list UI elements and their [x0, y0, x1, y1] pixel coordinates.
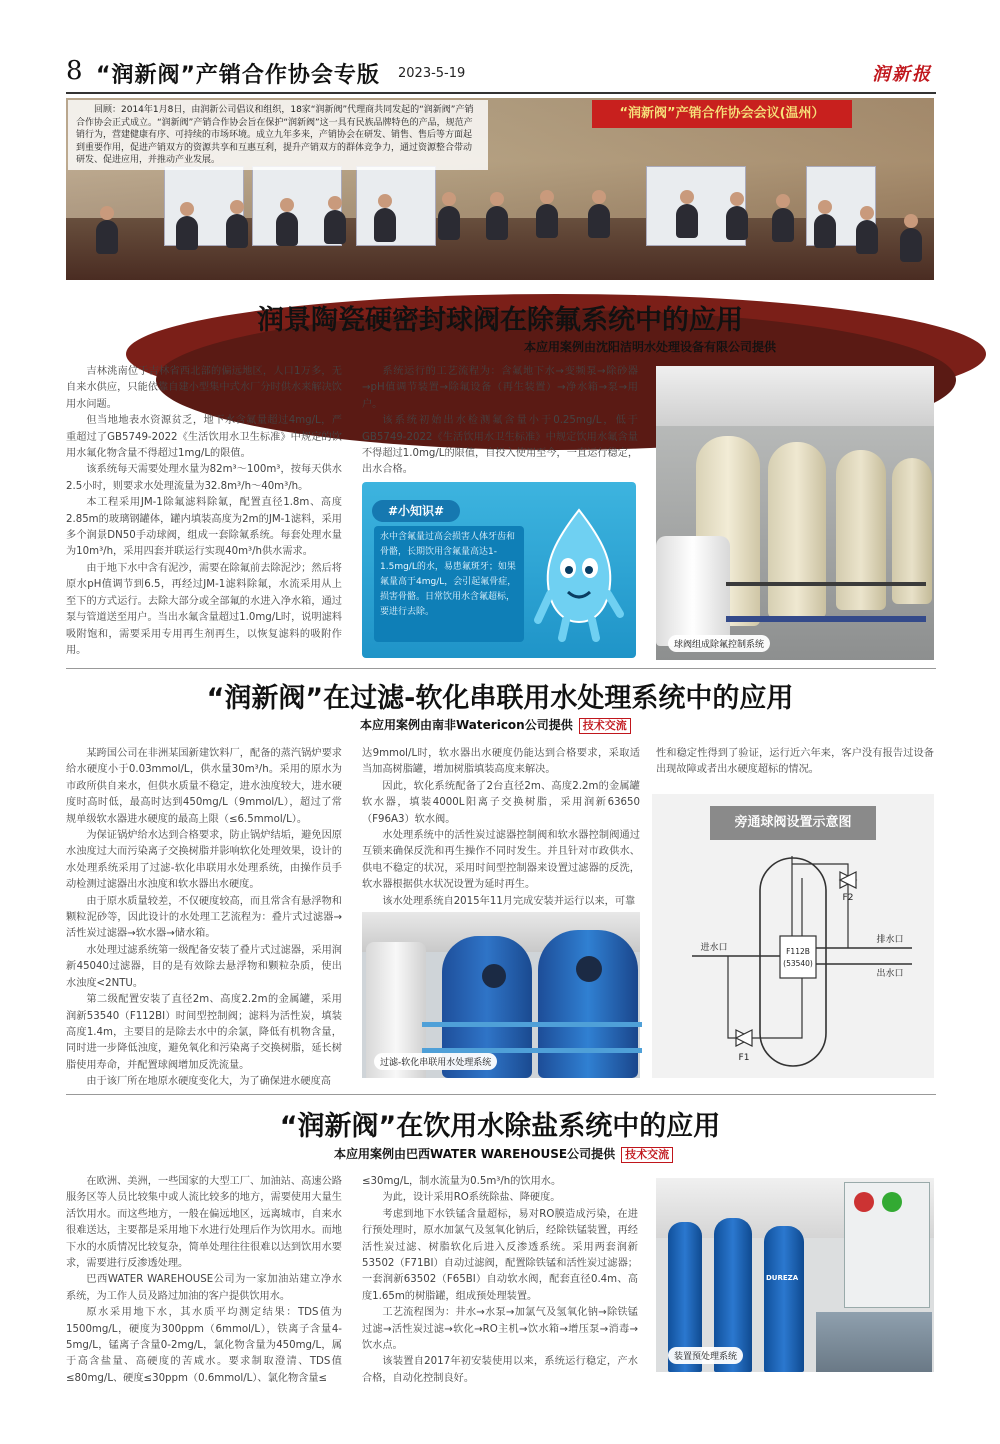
valve-model-label: F112B: [786, 947, 810, 956]
paragraph: 由于原水质量较差，不仅硬度较高，而且常含有悬浮物和颗粒泥砂等，因此设计的水处理工艺流程为：叠片式过滤器→活性炭过滤器→软水器→储水箱。: [66, 895, 342, 940]
inlet-label: 进水口: [700, 943, 728, 953]
paragraph: 该系统初始出水检测氟含量小于0.25mg/L，低于GB5749-2022《生活饮用水卫生标准》中规定饮用水氟含量不得超过1.0mg/L的限值，自投入使用至今，一直运行稳定，出水合格。: [362, 415, 639, 476]
article3-column-1: [66, 1174, 342, 1410]
paragraph: 某跨国公司在非洲某国新建饮料厂，配备的蒸汽锅炉要求给水硬度小于0.03mmol/L，供水量30m³/h。采用的原水为市政所供自来水，但供水质量不稳定，进水浊度较大，进水硬度时高时低，最高时达到450mg/L（9mmol/L），超过了常规单级软水器进水硬度的最高上限（≤6.5mmol/L）。: [66, 748, 342, 825]
paragraph: 由于地下水中含有泥沙，需要在除氟前去除泥沙；然后将原水pH值调节到6.5，再经过JM-1滤料除氟，水流采用从上至下的方式运行。去除大部分或全部氟的水进入净水箱，通过泵与管道送至用户。当出水氟含量超过1.0mg/L时，说明滤料吸附饱和，需要采用专用再生剂再生，以恢复滤料的吸附作用。: [66, 562, 343, 656]
paragraph: 水处理过滤系统第一级配备安装了叠片式过滤器，采用润新45040过滤器，目的是有效除去悬浮物和颗粒杂质，使出水浊度<2NTU。: [66, 944, 342, 989]
paragraph: 但当地地表水资源贫乏，地下水含氟量超过4mg/L，严重超过了GB5749-2022《生活饮用水卫生标准》中规定的饮用水氟化物含量不得超过1mg/L的限值。: [66, 415, 342, 460]
drain-label: 排水口: [876, 935, 904, 945]
issue-date: 2023-5-19: [398, 66, 466, 81]
paragraph: 达9mmol/L时，软水器出水硬度仍能达到合格要求，采取适当加高树脂罐，增加树脂填装高度来解决。: [362, 748, 640, 776]
paragraph: 为保证锅炉给水达到合格要求，防止锅炉结垢，避免因原水浊度过大而污染离子交换树脂并影响软化处理效果，设计的水处理系统采用了过滤-软化串联用水处理系统，由操作员手动检测过滤器出水浊度和软水器出水硬度。: [66, 830, 342, 891]
article2-title: “润新阀”在过滤-软化串联用水处理系统中的应用: [206, 683, 794, 714]
paragraph: 该水处理系统自2015年11月完成安装并运行以来，可靠: [382, 895, 636, 907]
paragraph: 吉林洮南位于吉林省西北部的偏远地区，人口1万多，无自来水供应，只能依靠自建小型集中式水厂分时供水来解决饮用水问题。: [66, 366, 342, 410]
paragraph: 性和稳定性得到了验证，运行近六年来，客户没有报告过设备出现故障或者出水硬度超标的情况。: [656, 748, 934, 776]
bypass-valve-diagram: [652, 794, 934, 1078]
association-intro: 回顾：2014年1月8日，由润新公司倡议和组织，18家“润新阀”代理商共同发起的“润新阀”产销合作协会正式成立。“润新阀”产销合作协会旨在保护“润新阀”这一具有民族品牌特色的产品，规范产销行为，营建健康有序、可持续的市场环境。成立九年多来，产销协会在研发、销售、售后等方面起到重要作用，促进产销双方的资源共享和互惠互利，提升产销双方的群体竞争力，通过资源整合带动研发、促进应用，并推动产业发展。: [68, 100, 488, 170]
paragraph: 在欧洲、美洲，一些国家的大型工厂、加油站、高速公路服务区等人员比较集中或人流比较多的地方，需要使用大量生活饮用水。而这些地方，一般在偏远地区，远离城市，自来水很难送达，主要都是采用地下水进行处理后作为饮用水。而地下水的水质情况比较复杂，简单处理往往很难以达到饮用水要求，需要进行反渗透处理。: [66, 1176, 342, 1270]
section-divider: [66, 668, 936, 669]
outlet-label: 出水口: [876, 969, 904, 979]
article2-subtitle-row: [360, 716, 631, 734]
tank-label: DUREZA: [766, 1274, 799, 1282]
valve-code-label: (53540): [783, 959, 813, 968]
display-board: [356, 166, 436, 246]
paragraph: 水处理系统中的活性炭过滤器控制阀和软水器控制阀通过互锁来确保反洗和再生操作不同时发生。并且针对市政供水、供电不稳定的状况，采用时间型控制器来设置过滤器的反洗，软水器根据供水状况设置为延时再生。: [362, 830, 640, 891]
article2-column-2: [362, 746, 640, 908]
article1-title: 润景陶瓷硬密封球阀在除氟系统中的应用: [257, 305, 743, 336]
article3-title: “润新阀”在饮用水除盐系统中的应用: [279, 1111, 721, 1142]
paragraph: 该系统每天需要处理水量为82m³～100m³，按每天供水2.5小时，则要求水处理流量为32.8m³/h～40m³/h。: [66, 464, 342, 492]
section-title: “润新阀”产销合作协会专版: [96, 63, 380, 88]
tech-exchange-tag: 技术交流: [621, 1147, 673, 1163]
paragraph: 原水采用地下水，其水质平均测定结果：TDS值为1500mg/L，硬度为300ppm（6mmol/L），铁离子含量4-5mg/L，锰离子含量0-2mg/L，氯化物含量为450mg/L，属于高含盐量、高硬度的苦咸水。要求制取澄清、TDS值≤80mg/L、硬度≤30ppm（0.6mmol/L）、氯化物含量≤: [66, 1307, 342, 1384]
diagram-title: 旁通球阀设置示意图: [710, 806, 876, 840]
article3-subtitle: 本应用案例由巴西WATER WAREHOUSE公司提供: [334, 1147, 616, 1161]
water-drop-mascot-icon: [534, 502, 624, 642]
photo-caption: 过滤-软化串联用水处理系统: [374, 1053, 497, 1070]
bypass-schematic: [652, 794, 934, 1078]
article3-subtitle-row: [334, 1145, 673, 1163]
article3-column-2: [362, 1174, 638, 1410]
valve-f2-label: F2: [842, 893, 854, 903]
knowledge-text: 水中含氟量过高会损害人体牙齿和骨骼，长期饮用含氟量高达1-1.5mg/L的水，易患氟斑牙；如果氟量高于4mg/L，会引起氟骨症，损害骨骼。日常饮用水含氟超标，要进行去除。: [374, 526, 524, 642]
section-divider: [66, 1094, 936, 1095]
defluoridation-photo: [656, 366, 934, 660]
paragraph: 该装置自2017年初安装使用以来，系统运行稳定，产水合格，自动化控制良好。: [362, 1356, 638, 1384]
article2-column-1: [66, 746, 342, 1088]
paragraph: 本工程采用JM-1除氟滤料除氟，配置直径1.8m、高度2.85m的玻璃钢罐体，罐内填装高度为2m的JM-1滤料，采用多个润景DN50手动球阀，组成一套除氟系统。每套处理水量为10m³/h，采用四套并联运行实现40m³/h供水需求。: [66, 497, 342, 558]
article1-subtitle: 本应用案例由沈阳洁明水处理设备有限公司提供: [523, 340, 776, 354]
header-rule: [66, 92, 936, 94]
meeting-photo: [66, 98, 934, 280]
paragraph: 考虑到地下水铁锰含量超标，易对RO膜造成污染，在进行预处理时，原水加氯气及氢氧化钠后，经除铁锰装置，再经活性炭过滤、树脂软化后进入反渗透系统。采用两套润新53502（F71BI）自动过滤阀，配置除铁锰和活性炭过滤器；一套润新63502（F65BI）自动软水阀，配套直径0.4m、高度1.65m的树脂罐，组成预处理装置。: [362, 1208, 638, 1302]
filtration-softening-photo: [362, 912, 640, 1078]
paragraph: 工艺流程图为：井水→水泵→加氯气及氢氧化钠→除铁锰过滤→活性炭过滤→软化→RO主机→饮水箱→增压泵→消毒→饮水点。: [362, 1307, 638, 1352]
valve-f1-label: F1: [738, 1053, 750, 1063]
knowledge-title: #小知识#: [372, 500, 460, 522]
pretreatment-photo: [656, 1178, 934, 1372]
paragraph: ≤30mg/L，制水流量为0.5m³/h的饮用水。: [362, 1176, 562, 1187]
article2-subtitle: 本应用案例由南非Watericon公司提供: [360, 718, 573, 732]
paragraph: 为此，设计采用RO系统除盐、降硬度。: [382, 1192, 561, 1204]
paragraph: 第二级配置安装了直径2m、高度2.2m的金属罐，采用润新53540（F112BI）时间型控制阀；滤料为活性炭，填装高度1.4m，主要目的是除去水中的余氯，降低有机物含量，同时进一步降低浊度，避免氧化和污染离子交换树脂，延长树脂使用寿命，并配置球阀增加反洗流量。: [66, 994, 342, 1071]
article1-column-1: [66, 364, 342, 656]
newspaper-logo: 润新报: [872, 64, 932, 85]
page-number: 8: [66, 56, 83, 86]
knowledge-box: [362, 482, 636, 658]
paragraph: 因此，软化系统配备了2台直径2m、高度2.2m的金属罐软水器，填装4000L阳离子交换树脂，采用润新63650（F96A3）软水阀。: [362, 780, 640, 825]
photo-caption: 装置预处理系统: [668, 1347, 743, 1364]
paragraph: 巴西WATER WAREHOUSE公司为一家加油站建立净水系统，为工作人员及路过加油的客户提供饮用水。: [66, 1274, 342, 1302]
paragraph: 由于该厂所在地原水硬度变化大，为了确保进水硬度高: [86, 1076, 331, 1088]
article1-column-2: [362, 364, 638, 478]
meeting-banner: “润新阀”产销合作协会会议(温州）: [592, 100, 852, 128]
paragraph: 系统运行的工艺流程为：含氟地下水→变频泵→除砂器→pH值调节装置→除氟设备（再生装置）→净水箱→泵→用户。: [362, 366, 638, 410]
photo-caption: 球阀组成除氟控制系统: [668, 635, 770, 652]
tech-exchange-tag: 技术交流: [579, 718, 631, 734]
masthead: [66, 56, 936, 92]
article2-column-3: [656, 746, 934, 786]
